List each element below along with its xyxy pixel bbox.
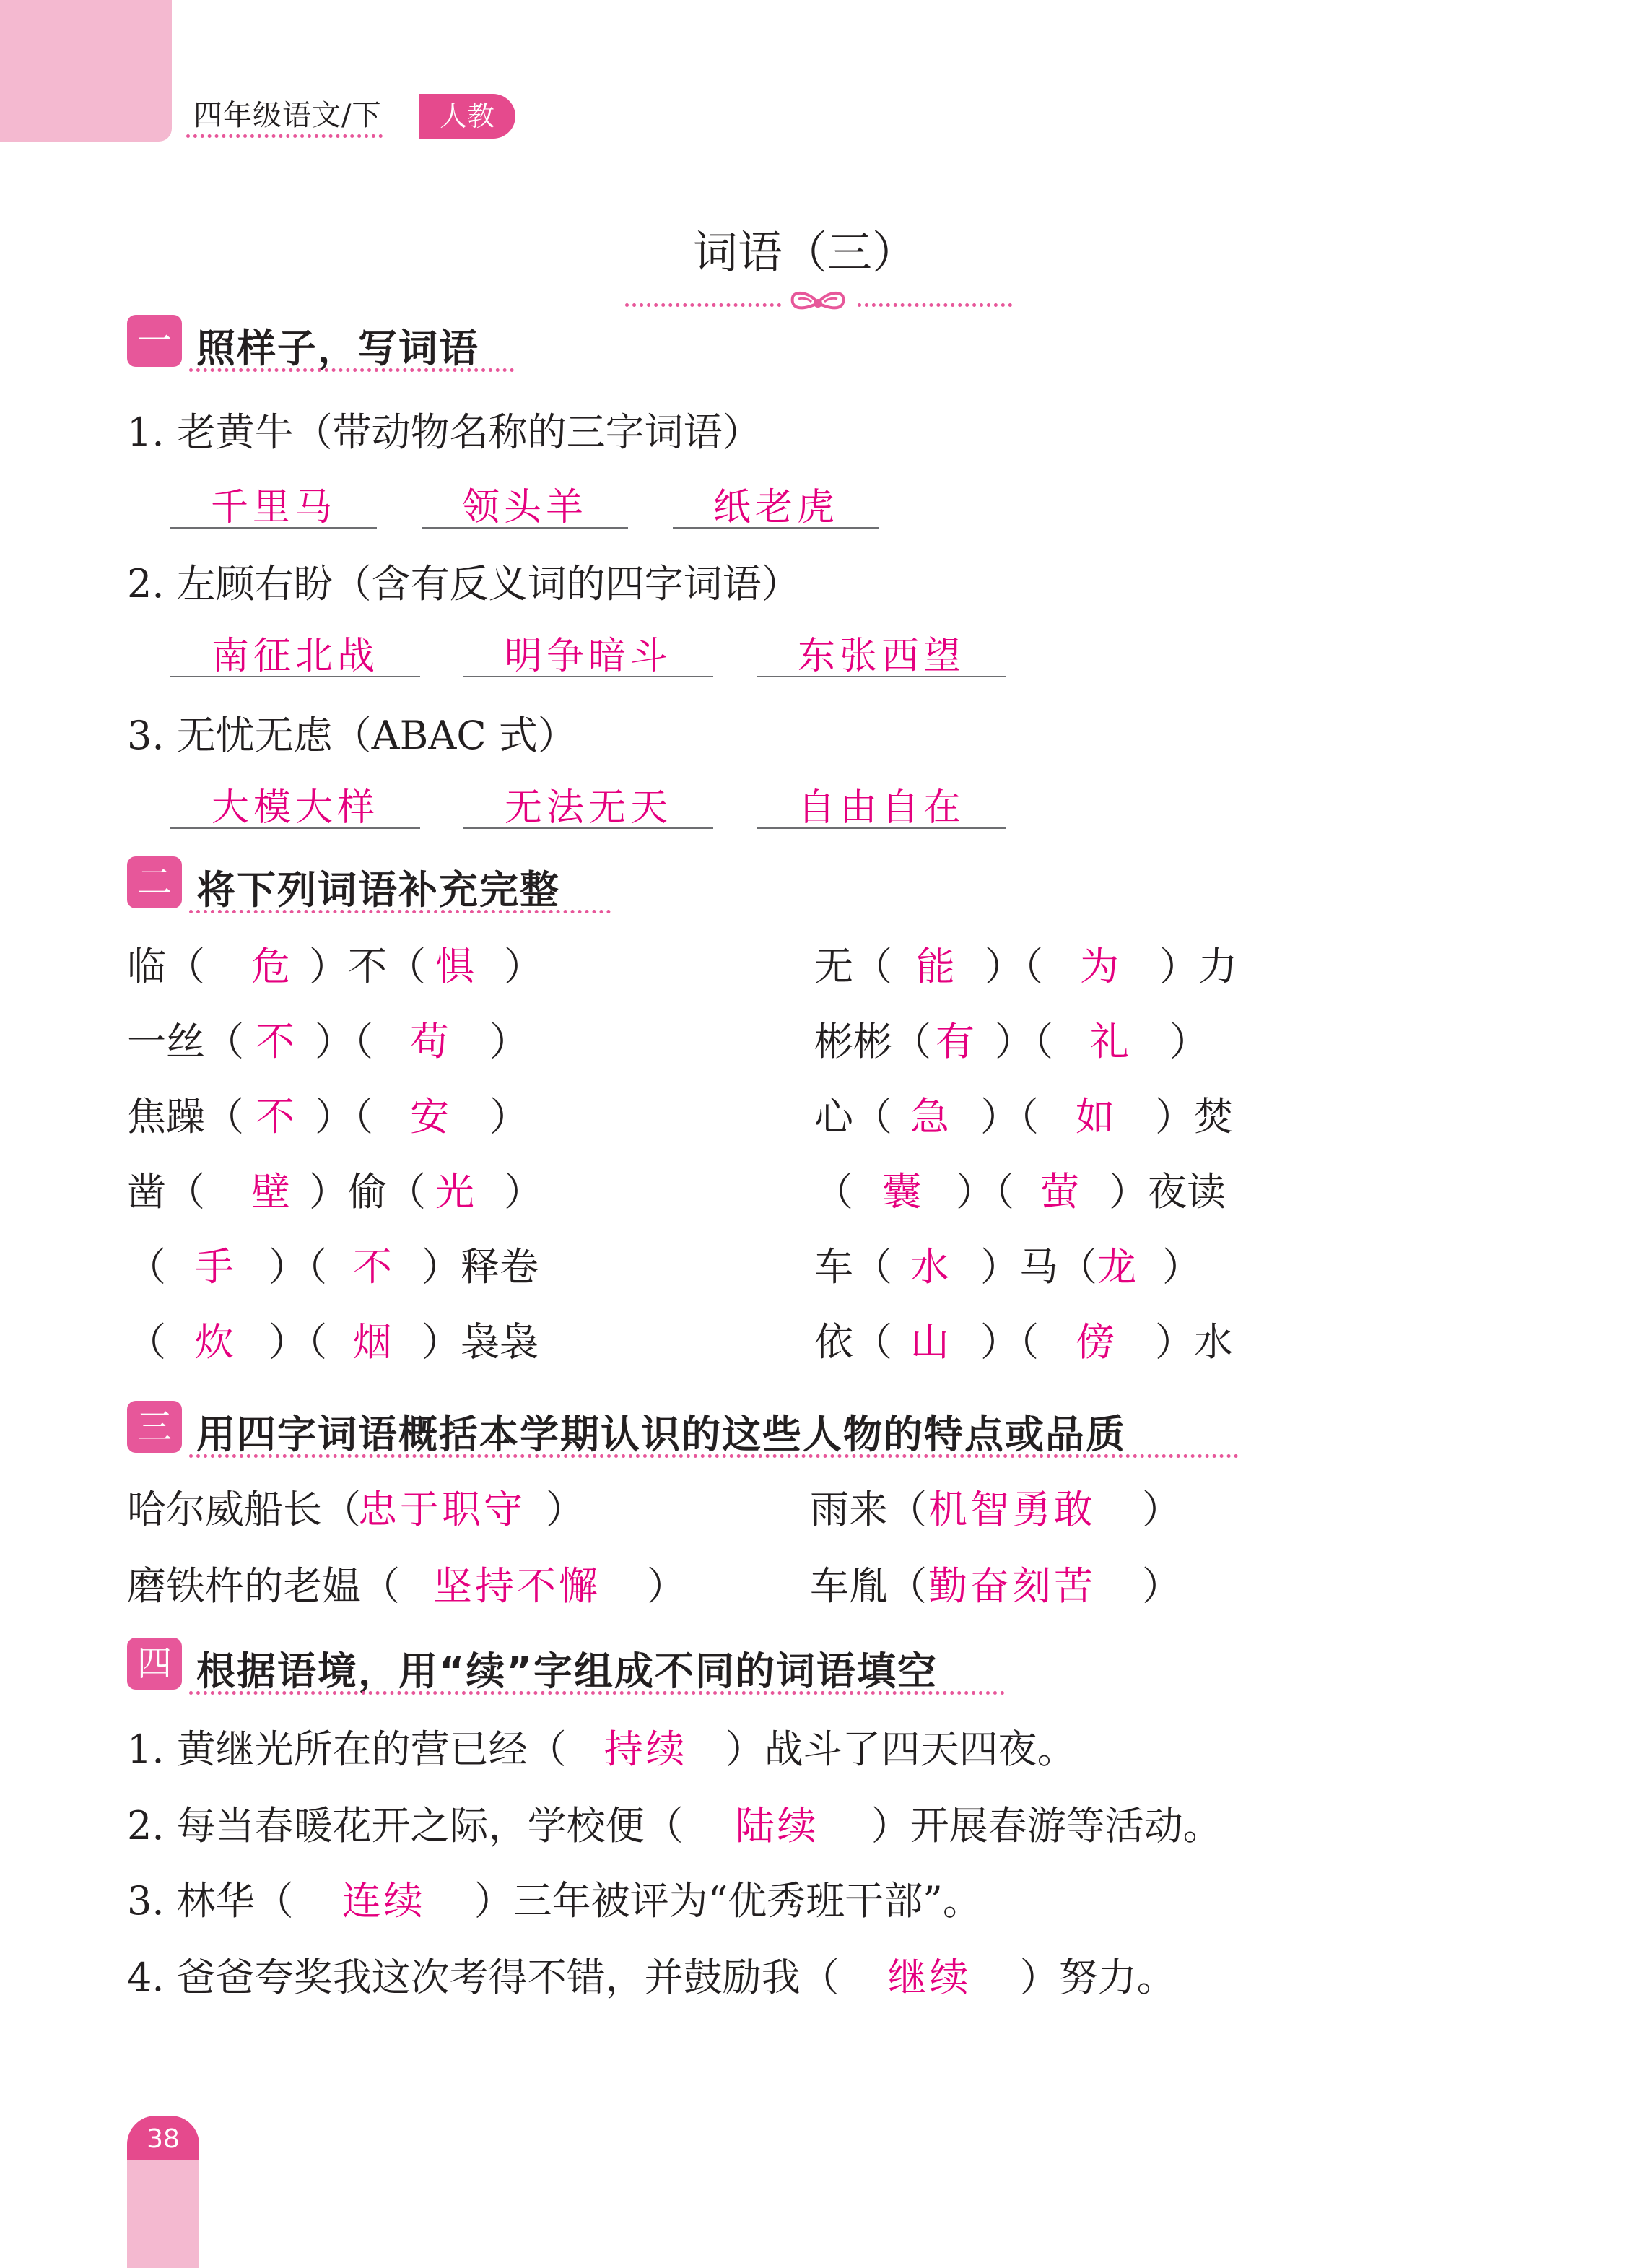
section-title: 根据语境，用“续”字组成不同的词语填空 (196, 1648, 938, 1694)
character-item: 雨来（机智勇敢 ） (810, 1487, 1181, 1532)
character-item: 哈尔威船长（忠于职守 ） (127, 1487, 585, 1532)
idiom-item: 心（ 急 ）（ 如 ）焚 (814, 1094, 1233, 1139)
answer-blank: 无法无天 (463, 777, 713, 829)
bow-icon (788, 289, 847, 318)
title-ornament (625, 289, 1015, 318)
question-prompt: 3. 无忧无虑（ABAC 式） (127, 713, 577, 758)
answer-blank: 明争暗斗 (463, 625, 713, 677)
question-prompt: 1. 老黄牛（带动物名称的三字词语） (127, 409, 762, 455)
answer-blank: 领头羊 (422, 477, 628, 529)
idiom-column-left (127, 942, 543, 1392)
idiom-item: 无（ 能 ）（ 为 ）力 (814, 944, 1237, 989)
idiom-item: （ 囊 ）（ 萤 ）夜读 (814, 1169, 1226, 1215)
header-divider (186, 134, 383, 138)
answer-blank: 大模大样 (170, 777, 420, 829)
section-number-badge: 四 (127, 1638, 182, 1690)
idiom-item: （ 炊 ）（ 烟 ）袅袅 (127, 1319, 539, 1365)
section-4-header (127, 1638, 1022, 1693)
section-title: 将下列词语补充完整 (196, 867, 560, 913)
fill-sentence: 3. 林华（ 连续 ）三年被评为“优秀班干部”。 (127, 1878, 982, 1924)
section-title: 用四字词语概括本学期认识的这些人物的特点或品质 (196, 1412, 1126, 1457)
section-number-badge: 一 (127, 315, 182, 367)
idiom-item: （ 手 ）（ 不 ）释卷 (127, 1244, 539, 1290)
idiom-item: 临（ 危 ）不（ 惧 ） (127, 944, 543, 989)
answer-blank: 自由自在 (757, 777, 1006, 829)
section-underline (189, 1691, 1005, 1695)
section-3-header (127, 1401, 1253, 1456)
section-underline (189, 1454, 1239, 1458)
idiom-item: 一丝（ 不 ）（ 苟 ） (127, 1019, 528, 1064)
section-number-badge: 二 (127, 856, 182, 908)
question-prompt: 2. 左顾右盼（含有反义词的四字词语） (127, 561, 801, 607)
answer-blank: 千里马 (170, 477, 377, 529)
corner-tab (0, 0, 172, 142)
answer-blank: 纸老虎 (673, 477, 879, 529)
character-item: 车胤（勤奋刻苦 ） (810, 1563, 1181, 1609)
answer-blank: 东张西望 (757, 625, 1006, 677)
idiom-item: 凿（ 壁 ）偷（ 光 ） (127, 1169, 543, 1215)
idiom-item: 彬彬（ 有 ）（ 礼 ） (814, 1019, 1208, 1064)
fill-sentence: 4. 爸爸夸奖我这次考得不错，并鼓励我（ 继续 ）努力。 (127, 1955, 1176, 2000)
edition-badge: 人教 (419, 94, 515, 139)
section-1-header (127, 315, 531, 370)
idiom-item: 依（ 山 ）（ 傍 ）水 (814, 1319, 1233, 1365)
section-number-badge: 三 (127, 1401, 182, 1453)
section-title: 照样子，写词语 (196, 326, 479, 371)
section-underline (189, 910, 611, 913)
idiom-item: 焦躁（ 不 ）（ 安 ） (127, 1094, 528, 1139)
page-title: 词语（三） (693, 226, 918, 279)
section-underline (189, 368, 514, 372)
idiom-column-right (814, 942, 1237, 1392)
fill-sentence: 2. 每当春暖花开之际，学校便（ 陆续 ）开展春游等活动。 (127, 1803, 1222, 1848)
section-2-header (127, 856, 632, 911)
book-series: 四年级语文/下 (193, 99, 382, 132)
page-number: 38 (127, 2116, 199, 2160)
idiom-item: 车（ 水 ）马（龙 ） (814, 1244, 1201, 1290)
fill-sentence: 1. 黄继光所在的营已经（ 持续 ）战斗了四天四夜。 (127, 1726, 1076, 1772)
answer-blank: 南征北战 (170, 625, 420, 677)
character-item: 磨铁杵的老媪（ 坚持不懈 ） (127, 1563, 686, 1609)
